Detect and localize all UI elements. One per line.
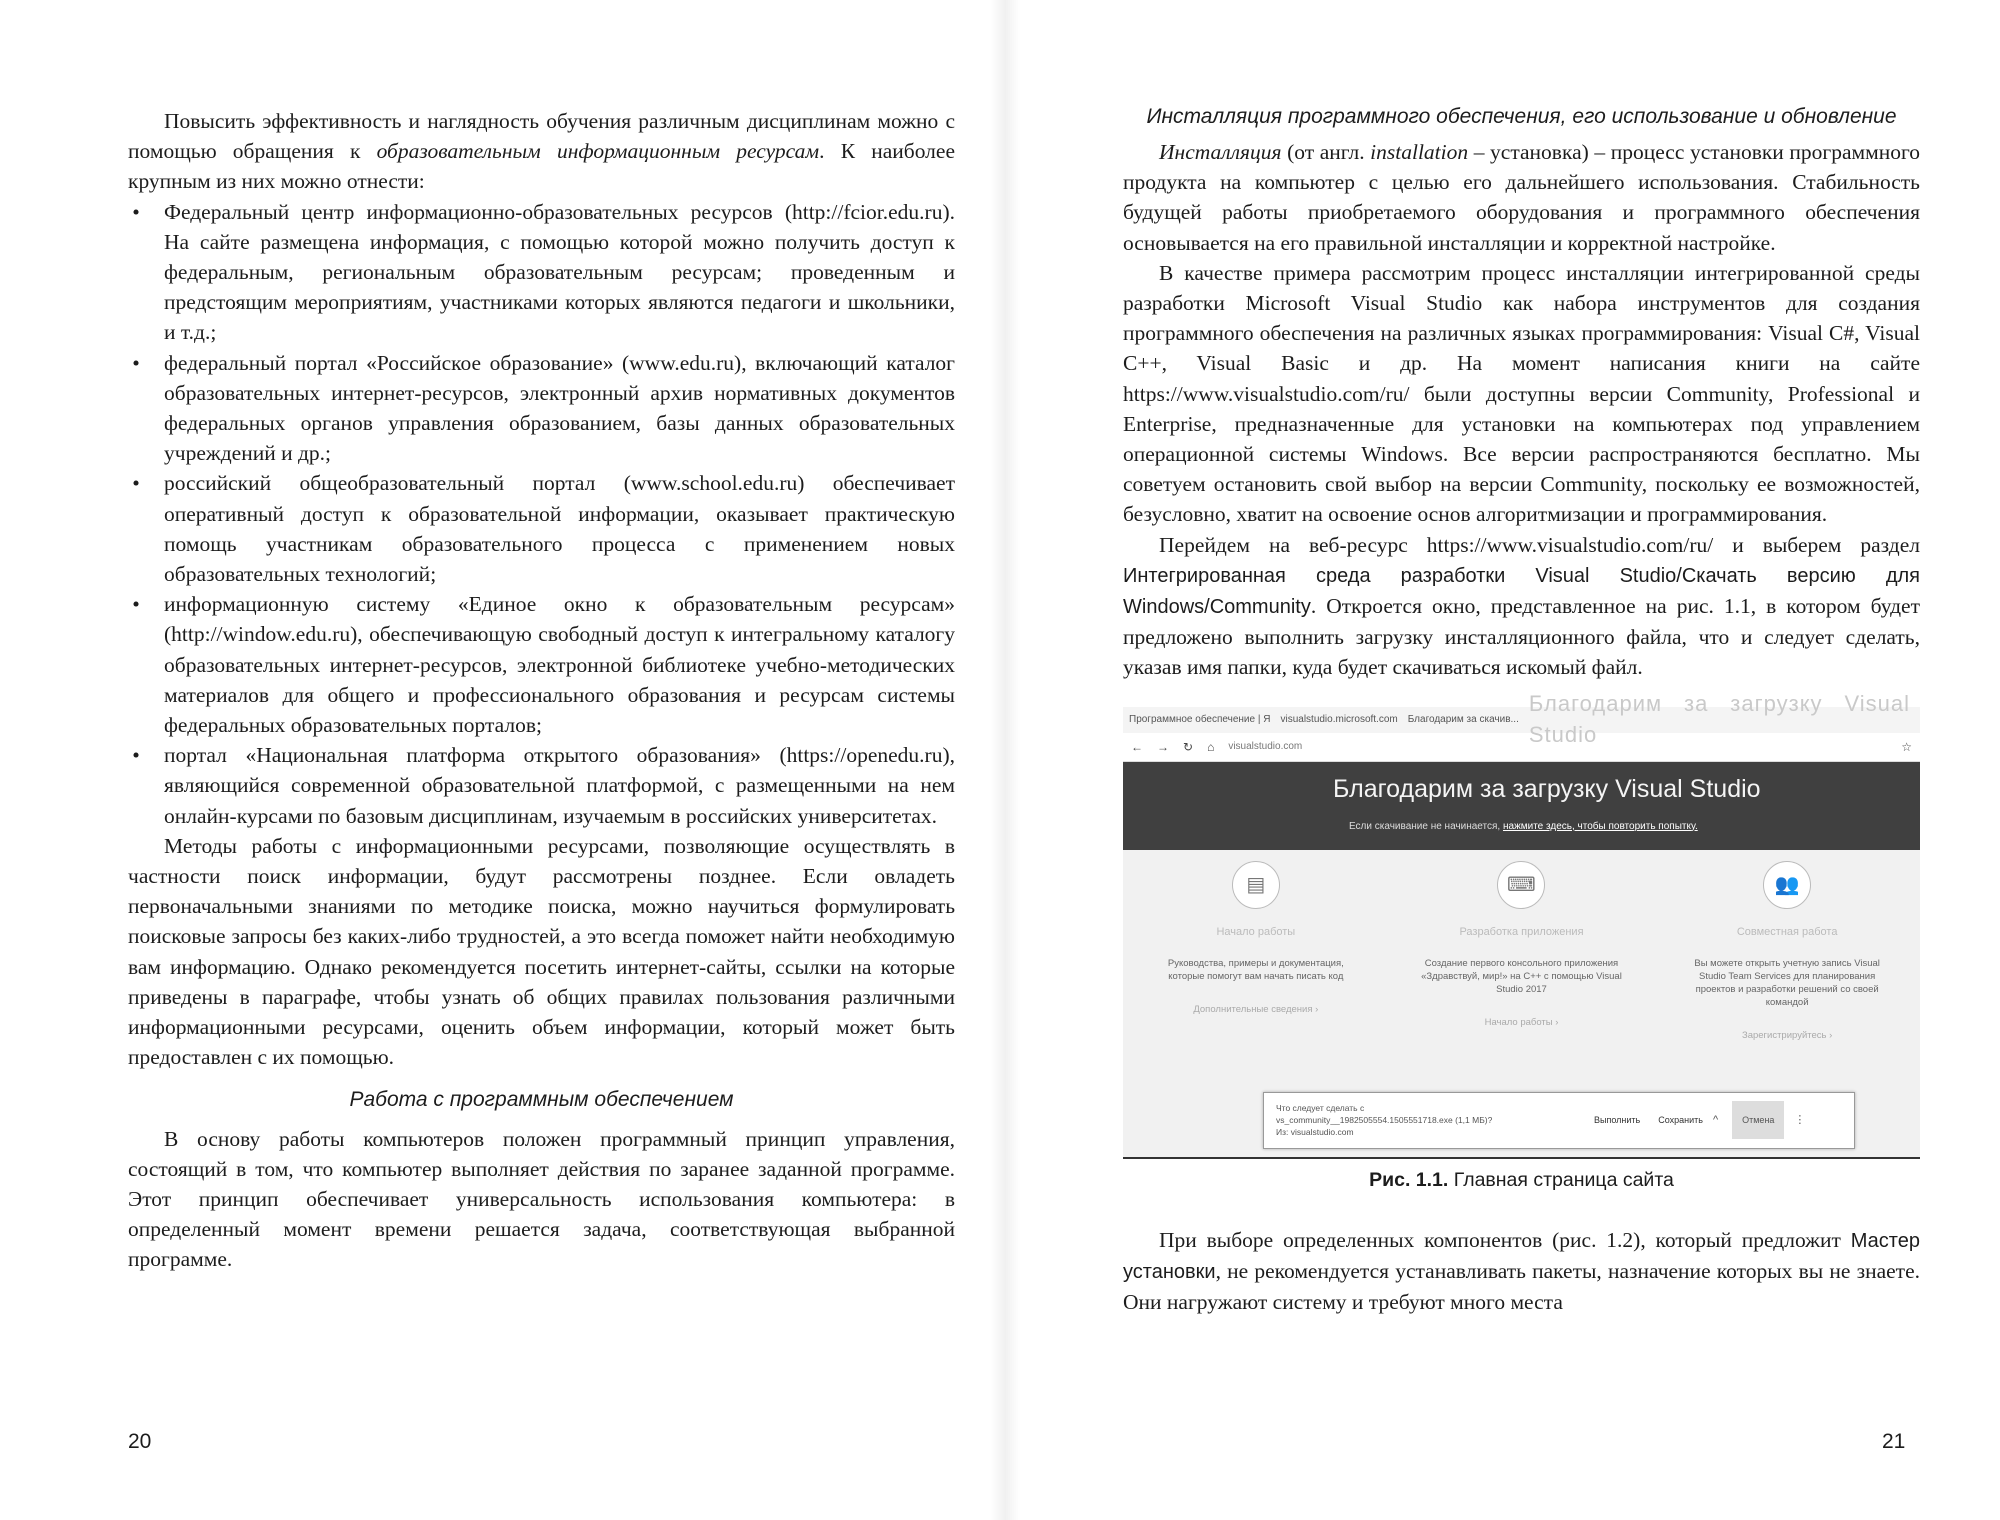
browser-tab[interactable]: Программное обеспечение | Я	[1129, 713, 1271, 725]
p3-text-a: Перейдем на веб-ресурс https://www.visualstudio.com/ru/ и выберем раздел	[1159, 532, 1920, 557]
card-description: Вы можете открыть учетную запись Visual Studio Team Services для планирования проектов и разработки решений со своей командой	[1694, 957, 1880, 1008]
card-description: Создание первого консольного приложения «Здравствуй, мир!» на C++ с помощью Visual Studio 2017	[1421, 957, 1622, 995]
download-source: Из: visualstudio.com	[1276, 1127, 1354, 1138]
card-title: Совместная работа	[1736, 925, 1838, 938]
list-item-text: российский общеобразовательный портал (www.school.edu.ru) обеспечивает оперативный доступ к образовательной информации, оказывает практическую помощь участникам образовательного процесса с применением новых образовательных технологий;	[164, 471, 955, 587]
list-item-text: Федеральный центр информационно-образовательных ресурсов (http://fcior.edu.ru). На сайте размещена информация, с помощью которой можно получить доступ к федеральным, региональным образовательным ресурсам; проведенным и предстоящим мероприятиям, участниками которых являются педагоги и школьники, и т.д.;	[164, 199, 955, 345]
list-item	[128, 348, 955, 469]
url-field[interactable]: visualstudio.com	[1228, 740, 1303, 752]
download-info	[1264, 1102, 1576, 1138]
software-paragraph: В основу работы компьютеров положен программный принцип управления, состоящий в том, что компьютер выполняет действия по заранее заданной программе. Этот принцип обеспечивает универсальность использования компьютера: в определенный момент времени решается задача, соответствующая выбранной программе.	[128, 1126, 955, 1272]
right-text-column	[1123, 102, 1920, 1317]
menu-path: Интегрированная среда разработки Visual Studio/Скачать версию для Windows/Community	[1123, 564, 1920, 619]
left-text-column	[128, 106, 955, 1275]
card-link[interactable]: Дополнительные сведения ›	[1193, 1003, 1319, 1015]
card-title: Разработка приложения	[1459, 925, 1584, 938]
list-item-text: портал «Национальная платформа открытого образования» (https://openedu.ru), являющийся современной образовательной платформой, с размещенными на нем онлайн-курсами по базовым дисциплинам, изучаемым в российских университетах.	[164, 743, 955, 828]
more-options-icon[interactable]: ⋮	[1794, 1114, 1806, 1127]
list-item	[128, 468, 955, 589]
card-link[interactable]: Зарегистрируйтесь ›	[1741, 1029, 1833, 1041]
run-button[interactable]: Выполнить	[1594, 1115, 1641, 1126]
browser-screenshot	[1123, 691, 1920, 1159]
favorite-star-icon[interactable]: ☆	[1901, 739, 1912, 754]
installation-subheading: Инсталляция программного обеспечения, его использование и обновление	[1146, 105, 1897, 128]
card-collaborate	[1682, 849, 1892, 1089]
chevron-up-icon[interactable]: ^	[1712, 1114, 1719, 1127]
visual-studio-paragraph: В качестве примера рассмотрим процесс инсталляции интегрированной среды разработки Microsoft Visual Studio как набора инструментов для создания программного обеспечения на различных языках программирования: Visual C#, Visual C++, Visual Basic и др. На момент написания книги на сайте https://www.visualstudio.com/ru/ были доступны версии Community, Professional и Enterprise, предназначенные для установки на компьютерах под управлением операционной системы Windows. Все версии распространяются бесплатно. Мы советуем остановить свой выбор на версии Community, поскольку ее возможностей, безусловно, хватит на освоение основ алгоритмизации и программирования.	[1123, 260, 1920, 527]
p1-text-a: (от англ.	[1281, 140, 1371, 164]
back-icon[interactable]: ←	[1131, 739, 1143, 754]
intro-text-after: . К наиболее крупным из них можно отнести:	[128, 139, 955, 194]
save-button[interactable]: Сохранить	[1658, 1115, 1703, 1126]
card-develop-app	[1416, 849, 1626, 1089]
page-number-left: 20	[128, 1430, 152, 1453]
feature-cards	[1123, 849, 1920, 1089]
installation-definition-paragraph	[1123, 137, 1920, 258]
card-description: Руководства, примеры и документация, которые помогут вам начать писать код	[1167, 957, 1344, 982]
card-link[interactable]: Начало работы ›	[1484, 1016, 1559, 1028]
cancel-button[interactable]: Отмена	[1732, 1101, 1784, 1139]
resource-list	[128, 197, 955, 831]
list-item	[128, 740, 955, 831]
home-icon[interactable]: ⌂	[1207, 739, 1215, 754]
keyboard-icon: ⌨	[1497, 861, 1545, 909]
browser-tab-active[interactable]: Благодарим за скачив...	[1407, 713, 1519, 725]
p4-text-b: , не рекомендуется устанавливать пакеты, назначение которых вы не знаете. Они нагружают систему и требуют много места	[1123, 1258, 1920, 1315]
p4-text-a: При выборе определенных компонентов (рис. 1.2), который предложит	[1159, 1227, 1851, 1252]
intro-emphasis: образовательным информационным ресурсам	[376, 139, 820, 164]
intro-text-before: Повысить эффективность и наглядность обучения различным дисциплинам можно с помощью обращения к	[128, 109, 955, 164]
banner-subtitle	[1349, 812, 1920, 842]
banner-sub-text: Если скачивание не начинается,	[1349, 820, 1503, 832]
intro-paragraph	[128, 106, 955, 197]
term-installation: Инсталляция	[1159, 140, 1282, 164]
bullet-icon: •	[132, 471, 140, 496]
download-filename: vs_community__1982505554.1505551718.exe (1,1 МБ)?	[1276, 1115, 1493, 1126]
page-number-right: 21	[1882, 1430, 1906, 1453]
forward-icon[interactable]: →	[1157, 739, 1169, 754]
banner-title: Благодарим за загрузку Visual Studio	[1333, 774, 1761, 803]
caption-text: Главная страница сайта	[1448, 1168, 1674, 1191]
list-item	[128, 589, 955, 740]
list-item-text: федеральный портал «Российское образование» (www.edu.ru), включающий каталог образовательных интернет-ресурсов, электронный архив нормативных документов федеральных органов управления образованием, базы данных образовательных учреждений и др.;	[164, 350, 955, 466]
p3-text-b: . Откроется окно, представленное на рис. 1.1, в котором будет предложено выполнить загрузку инсталляционного файла, что и следует сделать, указав имя папки, куда будет скачиваться искомый файл.	[1123, 594, 1920, 680]
software-subheading: Работа с программным обеспечением	[349, 1087, 734, 1111]
term-english: installation	[1370, 140, 1469, 164]
thanks-banner	[1123, 762, 1920, 850]
browser-tab[interactable]: visualstudio.microsoft.com	[1280, 713, 1398, 725]
caption-label: Рис. 1.1.	[1369, 1168, 1449, 1191]
bullet-icon: •	[132, 350, 140, 375]
reload-icon[interactable]: ↻	[1183, 739, 1194, 754]
right-page	[1000, 0, 2000, 1520]
figure-1-1	[1123, 691, 1920, 1193]
setup-wizard-term: Мастер установки	[1123, 1229, 1920, 1283]
team-icon: 👥	[1763, 861, 1811, 909]
retry-download-link[interactable]: нажмите здесь, чтобы повторить попытку.	[1502, 820, 1698, 832]
bullet-icon: •	[132, 592, 140, 617]
bullet-icon: •	[132, 743, 140, 768]
bullet-icon: •	[132, 199, 140, 224]
figure-caption	[1123, 1167, 1920, 1193]
card-title: Начало работы	[1216, 925, 1296, 938]
p1-text-b: – установка) – процесс установки программного продукта на компьютер с целью его дальнейшего использования. Стабильность будущей работы приобретаемого оборудования и программного обеспечения основывается на его правильной инсталляции и корректной настройке.	[1123, 140, 1920, 255]
document-icon: ▤	[1232, 861, 1280, 909]
components-paragraph	[1123, 1225, 1920, 1318]
card-get-started	[1151, 849, 1361, 1089]
list-item	[128, 197, 955, 348]
download-notification-bar	[1263, 1092, 1855, 1149]
navigation-paragraph	[1123, 530, 1920, 683]
list-item-text: информационную систему «Единое окно к образовательным ресурсам» (http://window.edu.ru), обеспечивающую свободный доступ к интегральному каталогу образовательных интернет-ресурсов, электронной библиотеке учебно-методических материалов для общего и профессионального образования и ресурсам системы федеральных образовательных порталов;	[164, 592, 955, 738]
methods-paragraph: Методы работы с информационными ресурсами, позволяющие осуществлять в частности поиск информации, будут рассмотрены позднее. Если овладеть первоначальными знаниями по методике поиска, можно научиться формулировать поисковые запросы без каких-либо трудностей, а это всегда поможет найти необходимую вам информацию. Однако рекомендуется посетить интернет-сайты, ссылки на которые приведены в параграфе, чтобы узнать об общих правилах пользования различными информационными ресурсами, оценить объем информации, который может быть предоставлен с их помощью.	[128, 833, 955, 1070]
download-question: Что следует сделать с	[1276, 1103, 1365, 1114]
ghost-heading-text: Благодарим за загрузку Visual Studio	[1528, 691, 1910, 747]
